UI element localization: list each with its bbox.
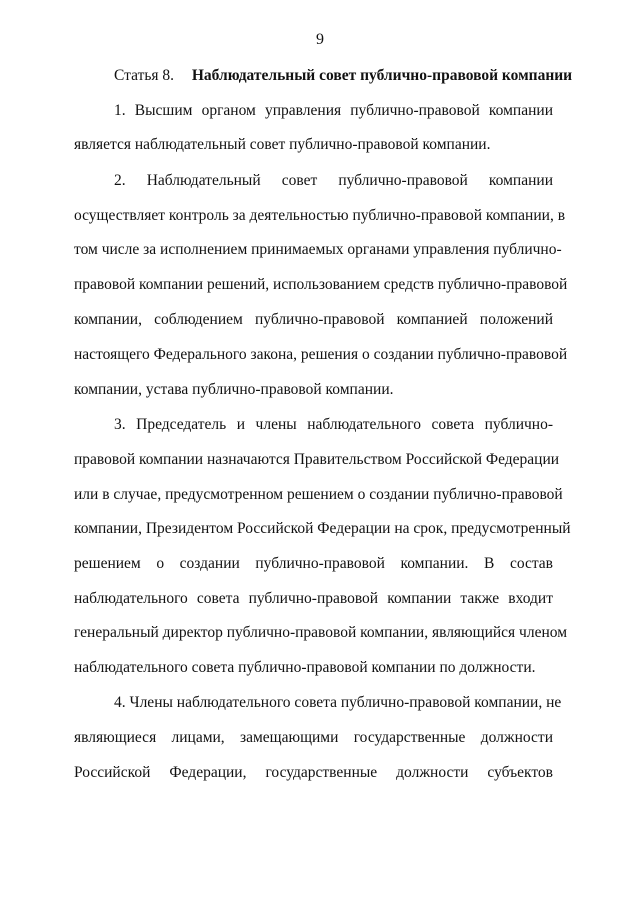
text-line: Российской Федерации, государственные должности субъектов	[74, 764, 553, 781]
text-line: компании, Президентом Российской Федерации на срок, предусмотренный	[74, 520, 571, 537]
page-number: 9	[316, 31, 324, 48]
text-line: являющиеся лицами, замещающими государственные должности	[74, 729, 553, 746]
text-line: генеральный директор публично-правовой компании, являющийся членом	[74, 624, 568, 641]
text-line: 4. Члены наблюдательного совета публично-правовой компании, не	[114, 694, 562, 711]
text-line: правовой компании назначаются Правительством Российской Федерации	[74, 451, 560, 468]
text-line: решением о создании публично-правовой компании. В состав	[74, 555, 553, 572]
text-line: 3. Председатель и члены наблюдательного совета публично-	[114, 416, 553, 433]
text-line: том числе за исполнением принимаемых органами управления публично-	[74, 241, 562, 258]
text-line: 1. Высшим органом управления публично-правовой компании	[114, 102, 553, 119]
article-number: Статья 8.	[114, 67, 175, 84]
text-line: наблюдательного совета публично-правовой компании по должности.	[74, 659, 536, 676]
text-line: компании, соблюдением публично-правовой компанией положений	[74, 311, 553, 328]
article-heading	[114, 67, 580, 85]
text-line: осуществляет контроль за деятельностью публично-правовой компании, в	[74, 207, 566, 224]
article-title: Наблюдательный совет публично-правовой компании	[191, 67, 573, 84]
text-line: или в случае, предусмотренном решением о создании публично-правовой	[74, 486, 563, 503]
text-line: настоящего Федерального закона, решения о создании публично-правовой	[74, 346, 568, 363]
text-line: правовой компании решений, использованием средств публично-правовой	[74, 276, 568, 293]
text-line: наблюдательного совета публично-правовой компании также входит	[74, 590, 553, 607]
text-line: 2. Наблюдательный совет публично-правовой компании	[114, 172, 553, 189]
text-line: является наблюдательный совет публично-правовой компании.	[74, 136, 491, 153]
text-line: компании, устава публично-правовой компании.	[74, 381, 394, 398]
